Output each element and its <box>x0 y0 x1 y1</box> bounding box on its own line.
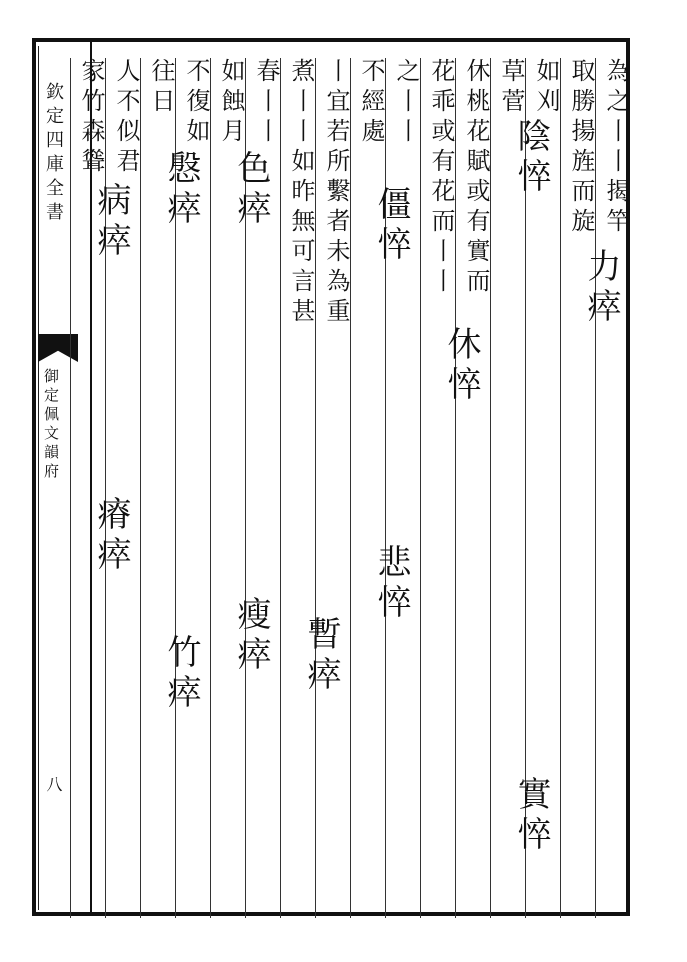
headword-1: 力瘁 <box>581 248 621 328</box>
text-column-1: 為之丨丨揭竿 <box>595 58 633 918</box>
headword-4: 休悴 <box>441 326 481 406</box>
text-column-10: 煮丨丨如昨無可言甚 <box>280 58 318 918</box>
text-column-7: 之丨丨 <box>385 58 423 918</box>
headword-13: 瘠瘁 <box>91 496 131 576</box>
page-number: 八 <box>44 776 63 792</box>
text-column-8: 不經處 <box>350 58 388 918</box>
text-column-11: 春丨丨 <box>245 58 283 918</box>
headword-10: 慇瘁 <box>161 150 201 230</box>
headword-2: 陰悴 <box>511 118 551 198</box>
text-column-3: 如刈 <box>525 58 563 918</box>
book-title: 御定佩文韻府 <box>42 368 60 482</box>
headword-5: 僵悴 <box>371 186 411 266</box>
library-title: 欽定四庫全書 <box>43 82 64 226</box>
headword-8: 色瘁 <box>231 150 271 230</box>
text-column-4: 草菅 <box>490 58 528 918</box>
text-column-5: 休桃花賦或有實而 <box>455 58 493 918</box>
headword-7: 暫瘁 <box>301 616 341 696</box>
headword-9: 瘦瘁 <box>231 596 271 676</box>
text-column-2: 取勝揚旌而旋 <box>560 58 598 918</box>
headword-3: 實悴 <box>511 776 551 856</box>
text-column-16: 家竹森聳 <box>70 58 108 918</box>
text-column-9: 丨宜若所繫者未為重 <box>315 58 353 918</box>
headword-6: 悲悴 <box>371 544 411 624</box>
text-column-13: 不復如 <box>175 58 213 918</box>
text-column-14: 往日 <box>140 58 178 918</box>
text-column-12: 如蝕月 <box>210 58 248 918</box>
text-column-15: 人不似君 <box>105 58 143 918</box>
text-column-6: 花乖或有花而丨丨 <box>420 58 458 918</box>
headword-12: 病瘁 <box>91 182 131 262</box>
headword-11: 竹瘁 <box>161 634 201 714</box>
